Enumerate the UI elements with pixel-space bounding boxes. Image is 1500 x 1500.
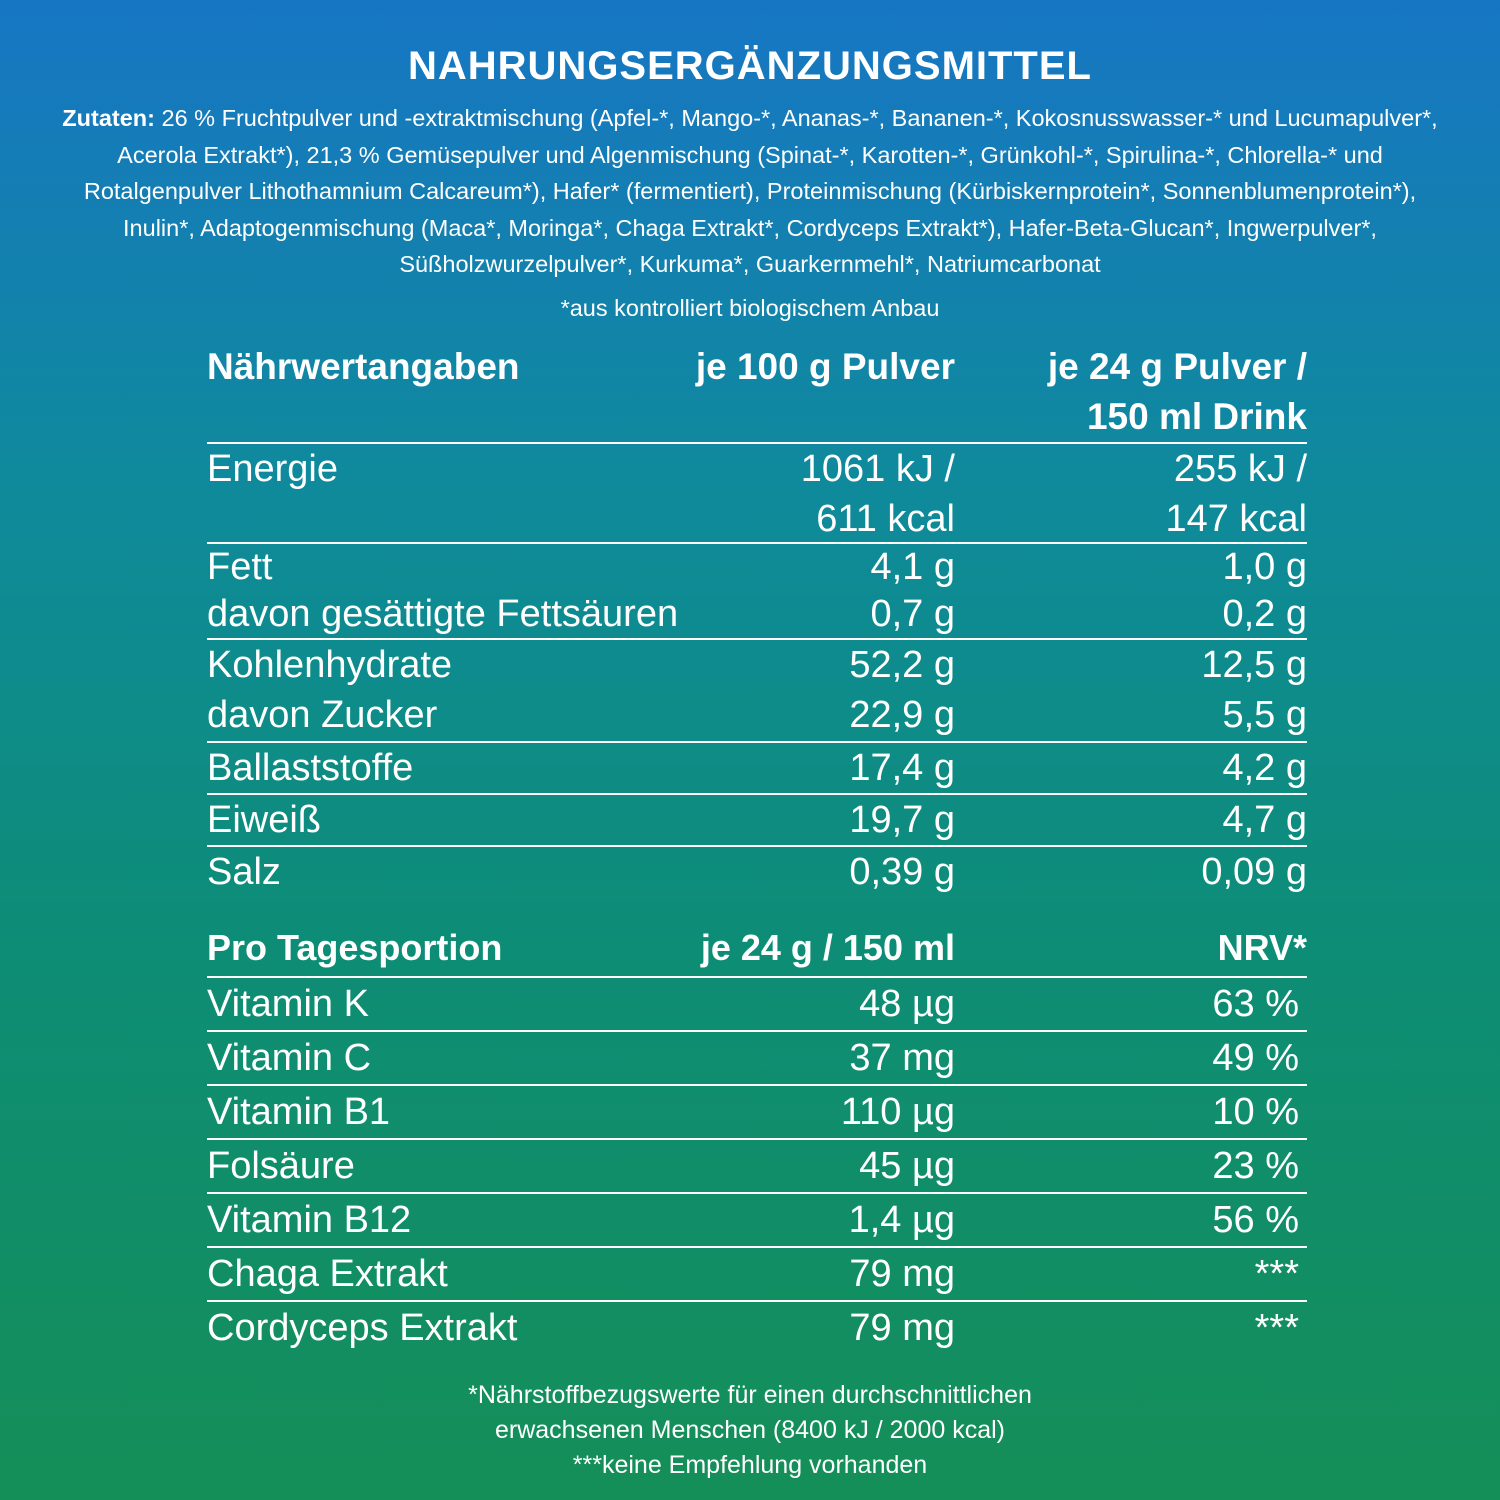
daily-rows [207, 978, 1307, 1354]
footer-line-3: ***keine Empfehlung vorhanden [572, 1451, 928, 1479]
salt-serving: 0,09 g [1201, 851, 1307, 893]
daily-row [207, 1194, 1307, 1248]
protein-label: Eiweiß [207, 799, 322, 841]
protein-serving: 4,7 g [1222, 799, 1307, 841]
daily-row-label: Vitamin C [207, 1037, 372, 1079]
carbs-serving: 12,5 g [1201, 644, 1307, 686]
daily-header-label: Pro Tagesportion [207, 927, 503, 968]
daily-portion-table [207, 922, 1307, 1354]
ingredients-list: 26 % Fruchtpulver und -extraktmischung (Apfel-*, Mango-*, Ananas-*, Bananen-*, Kokosnusswasser-* und Lucumapulver*, Acerola Extrakt*), 21,3 % Gemüsepulver und Algenmischung (Spinat-*, Karotten-*, Grünkohl-*, Spirulina-*, Chlorella-* und Rotalgenpulver Lithothamnium Calcareum*), Hafer* (fermentiert), Proteinmischung (Kürbiskernprotein*, Sonnenblumenprotein*), Inulin*, Adaptogenmischung (Maca*, Moringa*, Chaga Extrakt*, Cordyceps Extrakt*), Hafer-Beta-Glucan*, Ingwerpulver*, Süßholzwurzelpulver*, Kurkuma*, Guarkernmehl*, Natriumcarbonat [83, 105, 1438, 278]
daily-row-amount: 79 mg [849, 1307, 955, 1349]
nutrition-header [207, 342, 1307, 444]
daily-row-amount: 79 mg [849, 1253, 955, 1295]
daily-row-nrv: 23 % [1212, 1145, 1299, 1187]
daily-row-label: Folsäure [207, 1145, 355, 1187]
fat-label: Fett [207, 546, 273, 588]
nutrition-header-serving-line2: 150 ml Drink [1086, 396, 1307, 437]
ingredients-text [50, 100, 1450, 283]
daily-row [207, 1248, 1307, 1302]
footer-notes [0, 1378, 1500, 1483]
saturated-fat-per100: 0,7 g [870, 593, 955, 635]
energy-row [207, 444, 1307, 544]
daily-row-amount: 110 µg [840, 1091, 955, 1133]
daily-row [207, 1140, 1307, 1194]
daily-row-nrv: 63 % [1212, 983, 1299, 1025]
daily-header-nrv: NRV* [1217, 927, 1307, 968]
page-title: NAHRUNGSERGÄNZUNGSMITTEL [408, 44, 1092, 88]
energy-serving-kj: 255 kJ / [1173, 448, 1307, 490]
sugar-per100: 22,9 g [849, 694, 955, 736]
energy-per100-kj: 1061 kJ / [800, 448, 955, 490]
sugar-label: davon Zucker [207, 694, 438, 736]
energy-per100-kcal: 611 kcal [816, 498, 955, 540]
nutrition-header-label: Nährwertangaben [207, 346, 520, 387]
daily-row-label: Cordyceps Extrakt [207, 1307, 518, 1349]
fat-serving: 1,0 g [1222, 546, 1307, 588]
daily-row [207, 978, 1307, 1032]
daily-row-amount: 37 mg [849, 1037, 955, 1079]
daily-header-amount: je 24 g / 150 ml [700, 927, 955, 968]
energy-label: Energie [207, 448, 338, 490]
daily-row-nrv: 56 % [1212, 1199, 1299, 1241]
carbs-group [207, 640, 1307, 743]
daily-row-label: Vitamin B12 [207, 1199, 412, 1241]
fat-group [207, 544, 1307, 640]
fiber-serving: 4,2 g [1222, 747, 1307, 789]
nutrition-table [207, 342, 1307, 897]
salt-row [207, 847, 1307, 897]
daily-row-nrv: 49 % [1212, 1037, 1299, 1079]
fiber-row [207, 743, 1307, 795]
daily-header [207, 922, 1307, 978]
fiber-per100: 17,4 g [849, 747, 955, 789]
salt-label: Salz [207, 851, 281, 893]
saturated-fat-serving: 0,2 g [1222, 593, 1307, 635]
salt-per100: 0,39 g [849, 851, 955, 893]
daily-row-nrv: 10 % [1212, 1091, 1299, 1133]
saturated-fat-label: davon gesättigte Fettsäuren [207, 593, 679, 635]
organic-note: *aus kontrolliert biologischem Anbau [560, 295, 940, 321]
daily-row-label: Vitamin B1 [207, 1091, 391, 1133]
energy-serving-kcal: 147 kcal [1165, 498, 1307, 540]
carbs-label: Kohlenhydrate [207, 644, 453, 686]
daily-row [207, 1086, 1307, 1140]
ingredients-label: Zutaten: [62, 105, 155, 131]
protein-row [207, 795, 1307, 847]
daily-row-nrv: *** [1254, 1253, 1299, 1295]
daily-row-amount: 48 µg [859, 983, 955, 1025]
nutrition-header-serving [1007, 342, 1307, 442]
fiber-label: Ballaststoffe [207, 747, 414, 789]
daily-row [207, 1032, 1307, 1086]
daily-row [207, 1302, 1307, 1354]
sugar-serving: 5,5 g [1222, 694, 1307, 736]
carbs-per100: 52,2 g [849, 644, 955, 686]
daily-row-nrv: *** [1254, 1307, 1299, 1349]
protein-per100: 19,7 g [849, 799, 955, 841]
nutrition-header-serving-line1: je 24 g Pulver / [1047, 346, 1307, 387]
daily-row-label: Chaga Extrakt [207, 1253, 448, 1295]
nutrition-header-per100: je 100 g Pulver [695, 346, 955, 387]
fat-per100: 4,1 g [870, 546, 955, 588]
daily-row-amount: 1,4 µg [848, 1199, 955, 1241]
footer-line-2: erwachsenen Menschen (8400 kJ / 2000 kcal) [494, 1416, 1005, 1444]
footer-line-1: *Nährstoffbezugswerte für einen durchschnittlichen [468, 1381, 1032, 1409]
daily-row-amount: 45 µg [859, 1145, 955, 1187]
daily-row-label: Vitamin K [207, 983, 369, 1025]
